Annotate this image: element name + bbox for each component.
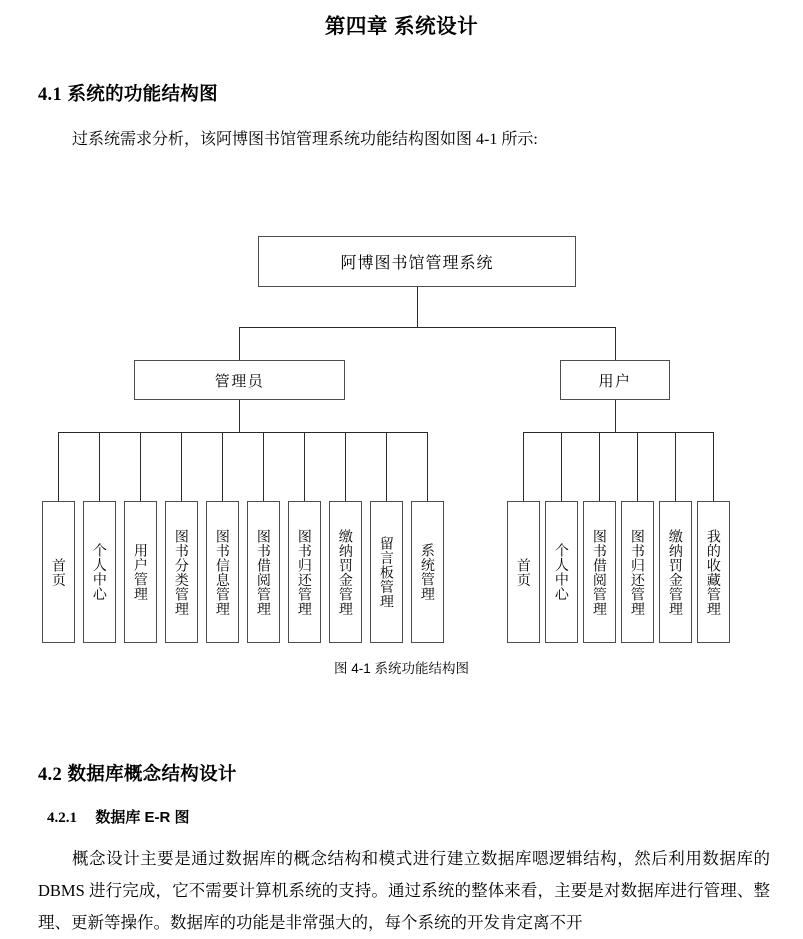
chapter-title: 第四章 系统设计 xyxy=(324,15,479,38)
intro-paragraph: 过系统需求分析，该阿博图书馆管理系统功能结构图如图 4-1 所示: xyxy=(72,131,538,148)
heading-4-2 xyxy=(38,760,237,786)
connector-admin-leaf-drop-10 xyxy=(427,432,428,501)
diagram-leaf-user-6 xyxy=(697,501,730,643)
connector-admin-stem xyxy=(239,400,240,432)
figure-caption: 图 4-1 系统功能结构图 xyxy=(333,661,469,676)
diagram-leaf-admin-9-label: 留言板管理 xyxy=(378,535,395,609)
diagram-leaf-admin-5-label: 图书信息管理 xyxy=(214,528,231,616)
diagram-node-root-label: 阿博图书馆管理系统 xyxy=(340,255,494,272)
connector-user-leaf-drop-4 xyxy=(637,432,638,501)
connector-admin-leaf-drop-5 xyxy=(222,432,223,501)
diagram-node-root xyxy=(258,236,576,287)
diagram-leaf-admin-4-label: 图书分类管理 xyxy=(173,528,190,616)
diagram-leaf-user-4 xyxy=(621,501,654,643)
diagram-node-admin-label: 管理员 xyxy=(214,372,265,390)
diagram-leaf-user-6-label: 我的收藏管理 xyxy=(705,528,722,616)
heading-4-2-title: 数据库概念结构设计 xyxy=(67,763,237,784)
connector-user-stem xyxy=(615,400,616,432)
diagram-leaf-admin-8-label: 缴纳罚金管理 xyxy=(337,528,354,616)
heading-4-1-number: 4.1 xyxy=(38,85,63,105)
diagram-leaf-admin-2-label: 个人中心 xyxy=(91,543,108,601)
connector-user-leaf-drop-3 xyxy=(599,432,600,501)
heading-4-2-1 xyxy=(47,806,190,827)
connector-user-leaf-drop-2 xyxy=(561,432,562,501)
diagram-leaf-admin-8 xyxy=(329,501,362,643)
diagram-leaf-admin-10 xyxy=(411,501,444,643)
connector-admin-leaf-drop-4 xyxy=(181,432,182,501)
diagram-leaf-admin-7-label: 图书归还管理 xyxy=(296,528,313,616)
diagram-leaf-user-2-label: 个人中心 xyxy=(553,543,570,601)
diagram-leaf-admin-6-label: 图书借阅管理 xyxy=(255,528,272,616)
diagram-node-user xyxy=(560,360,670,400)
diagram-leaf-user-5-label: 缴纳罚金管理 xyxy=(667,528,684,616)
diagram-leaf-admin-10-label: 系统管理 xyxy=(419,543,436,601)
connector-user-drop xyxy=(615,327,616,360)
diagram-leaf-user-3 xyxy=(583,501,616,643)
diagram-leaf-admin-1-label: 首页 xyxy=(50,557,67,587)
connector-admin-drop xyxy=(239,327,240,360)
connector-user-bus xyxy=(523,432,714,433)
diagram-leaf-admin-4 xyxy=(165,501,198,643)
diagram-leaf-admin-6 xyxy=(247,501,280,643)
connector-admin-leaf-drop-9 xyxy=(386,432,387,501)
diagram-leaf-admin-2 xyxy=(83,501,116,643)
diagram-leaf-admin-1 xyxy=(42,501,75,643)
connector-user-leaf-drop-1 xyxy=(523,432,524,501)
heading-4-2-1-title: 数据库 E-R 图 xyxy=(95,809,190,826)
connector-admin-leaf-drop-8 xyxy=(345,432,346,501)
diagram-leaf-user-1-label: 首页 xyxy=(515,557,532,587)
heading-4-2-1-number: 4.2.1 xyxy=(47,810,77,826)
diagram-leaf-admin-9 xyxy=(370,501,403,643)
connector-admin-bus xyxy=(58,432,403,433)
connector-root-stem xyxy=(417,287,418,328)
heading-4-1 xyxy=(38,80,218,106)
diagram-leaf-user-1 xyxy=(507,501,540,643)
diagram-leaf-user-2 xyxy=(545,501,578,643)
connector-user-leaf-drop-5 xyxy=(675,432,676,501)
connector-admin-leaf-drop-6 xyxy=(263,432,264,501)
connector-admin-leaf-drop-1 xyxy=(58,432,59,501)
heading-4-2-number: 4.2 xyxy=(38,765,63,785)
connector-admin-leaf-drop-3 xyxy=(140,432,141,501)
body-paragraph: 概念设计主要是通过数据库的概念结构和模式进行建立数据库嗯逻辑结构，然后利用数据库的 DBMS 进行完成，它不需要计算机系统的支持。通过系统的整体来看，主要是对数据库进行管理、整理、更新等操作。数据库的功能是非常强大的，每个系统的开发肯定离不开 xyxy=(38,849,770,932)
connector-admin-leaf-drop-2 xyxy=(99,432,100,501)
diagram-leaf-admin-7 xyxy=(288,501,321,643)
diagram-leaf-admin-3 xyxy=(124,501,157,643)
connector-level2-bus xyxy=(239,327,616,328)
diagram-node-admin xyxy=(134,360,345,400)
diagram-leaf-admin-3-label: 用户管理 xyxy=(132,543,149,601)
diagram-leaf-user-3-label: 图书借阅管理 xyxy=(591,528,608,616)
diagram-leaf-admin-5 xyxy=(206,501,239,643)
diagram-node-user-label: 用户 xyxy=(598,372,632,390)
diagram-leaf-user-5 xyxy=(659,501,692,643)
connector-admin-leaf-drop-7 xyxy=(304,432,305,501)
connector-admin-bus-ext xyxy=(386,432,428,433)
heading-4-1-title: 系统的功能结构图 xyxy=(67,83,218,104)
connector-user-leaf-drop-6 xyxy=(713,432,714,501)
diagram-leaf-user-4-label: 图书归还管理 xyxy=(629,528,646,616)
